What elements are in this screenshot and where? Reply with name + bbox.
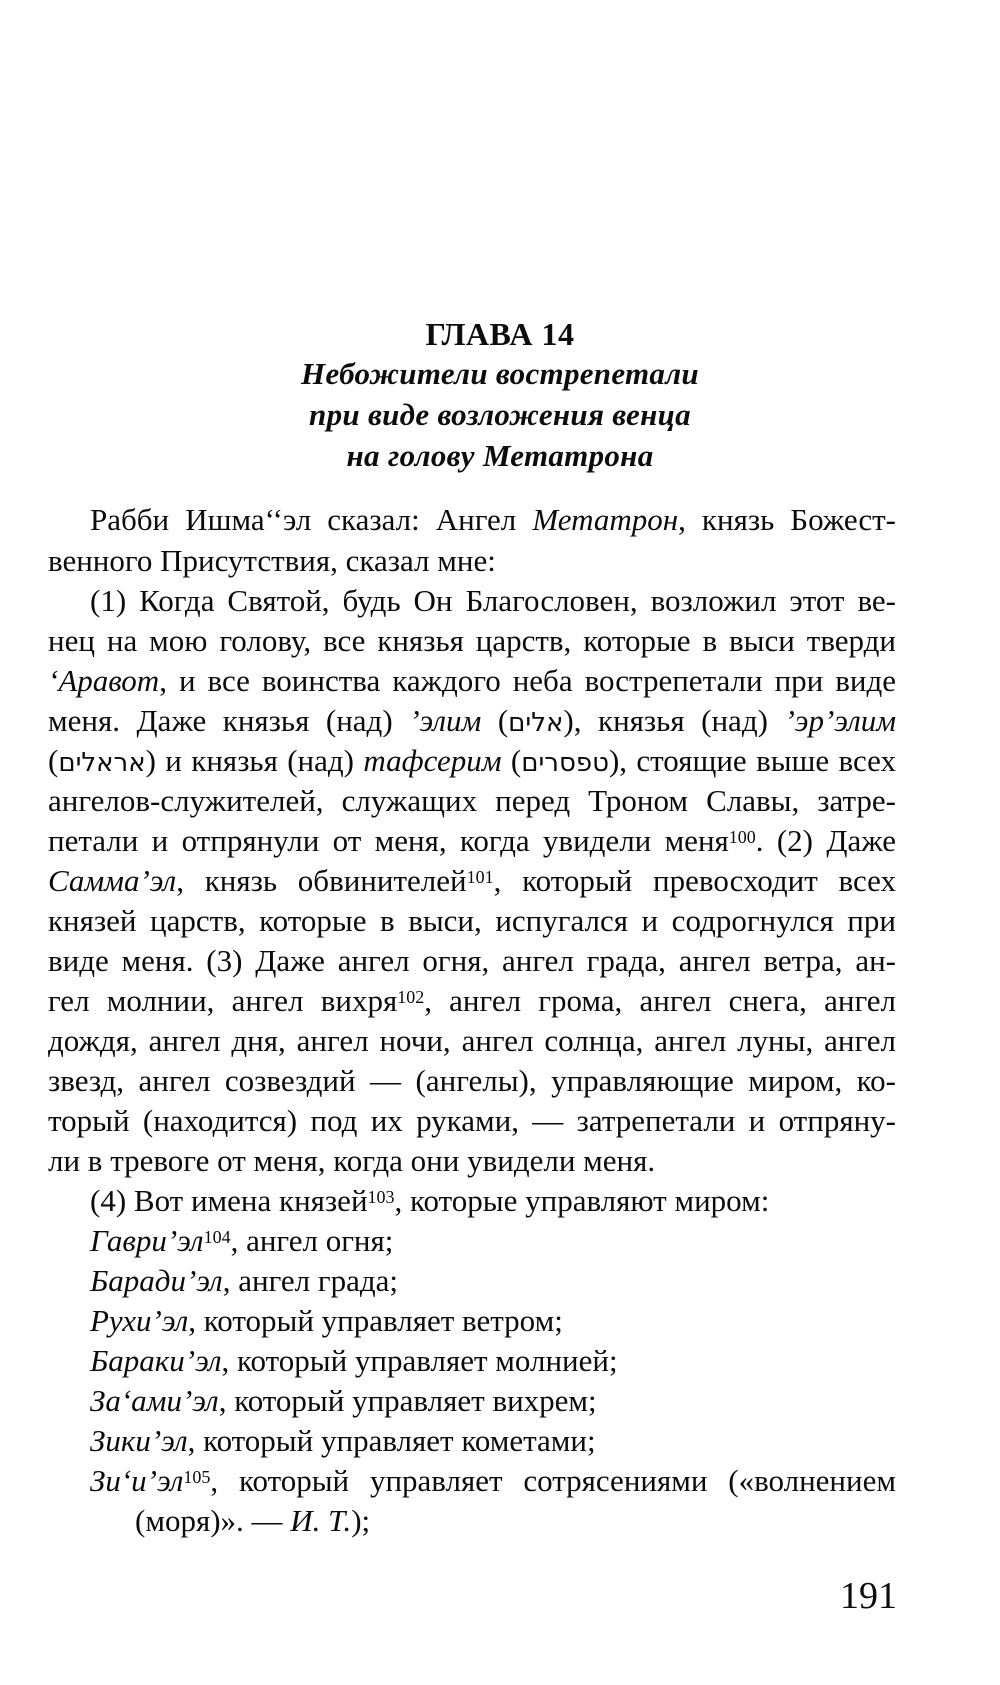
text-line: ангелов-служителей, служащих перед Троном Славы, затре-	[48, 783, 896, 818]
text-line: торый (находится) под их руками, — затрепетали и отпряну-	[48, 1103, 896, 1138]
text-line: ли в тревоге от меня, когда они увидели меня.	[48, 1143, 656, 1178]
text-line: Самма’эл, князь обвинителей$^{101}$, который превосходит всех	[48, 863, 896, 898]
text-line: гел молнии, ангел вихря$^{102}$, ангел грома, ангел снега, ангел	[48, 983, 896, 1018]
text-line: виде меня. (3) Даже ангел огня, ангел града, ангел ветра, ан-	[48, 943, 896, 978]
text-line: дождя, ангел дня, ангел ночи, ангел солнца, ангел луны, ангел	[48, 1023, 896, 1058]
text-line: князей царств, которые в выси, испугался и содрогнулся при	[48, 903, 896, 938]
text-line: Рабби Ишма‘‘эл сказал: Ангел Метатрон, князь Божест-	[90, 502, 896, 537]
text-line: (4) Вот имена князей$^{103}$, которые управляют миром:	[90, 1183, 770, 1218]
text-line: (אראלים) и князья (над) тафсерим (טפסרים), стоящие выше всех	[48, 743, 896, 778]
hebrew-word: אלים	[508, 708, 564, 738]
list-item: Рухи’эл, который управляет ветром;	[90, 1303, 563, 1338]
text-line: звезд, ангел созвездий — (ангелы), управляющие миром, ко-	[48, 1063, 896, 1098]
chapter-title: ГЛАВА 14	[425, 316, 575, 352]
list-item: Баради’эл, ангел града;	[90, 1263, 398, 1298]
footnote-ref: 102	[397, 987, 425, 1007]
footnote-ref: 103	[367, 1187, 395, 1207]
chapter-subtitle-line-3: на голову Метатрона	[346, 438, 654, 473]
footnote-ref: 105	[183, 1467, 211, 1487]
text-line: (моря)». — И. Т.);	[135, 1503, 371, 1538]
list-item: $Зи‘и’эл^{105}$, который управляет сотрясениями («волнением	[90, 1463, 896, 1498]
list-item: Бараки’эл, который управляет молнией;	[90, 1343, 618, 1378]
text-line: венного Присутствия, сказал мне:	[48, 543, 496, 578]
text-line: петали и отпрянули от меня, когда увидели меня$^{100}$. (2) Даже	[48, 823, 896, 858]
text-line: меня. Даже князья (над) ’элим (אלים), князья (над) ’эр’элим	[48, 703, 896, 738]
hebrew-word: טפסרים	[521, 748, 609, 778]
list-item: Зики’эл, который управляет кометами;	[90, 1423, 596, 1458]
footnote-ref: 104	[203, 1227, 231, 1247]
hebrew-word: אראלים	[58, 748, 146, 778]
footnote-ref: 100	[728, 827, 756, 847]
text-line: ‘Аравот, и все воинства каждого неба вострепетали при виде	[48, 663, 896, 698]
list-item: $Гаври’эл^{104}$, ангел огня;	[90, 1223, 394, 1258]
footnote-ref: 101	[466, 867, 494, 887]
chapter-subtitle-line-2: при виде возложения венца	[309, 397, 691, 432]
chapter-subtitle-line-1: Небожители вострепетали	[301, 356, 699, 391]
text-line: нец на мою голову, все князья царств, которые в выси тверди	[48, 623, 896, 658]
page-number: 191	[840, 1575, 897, 1617]
text-line: (1) Когда Святой, будь Он Благословен, возложил этот ве-	[90, 583, 896, 618]
list-item: За‘ами’эл, который управляет вихрем;	[90, 1383, 597, 1418]
